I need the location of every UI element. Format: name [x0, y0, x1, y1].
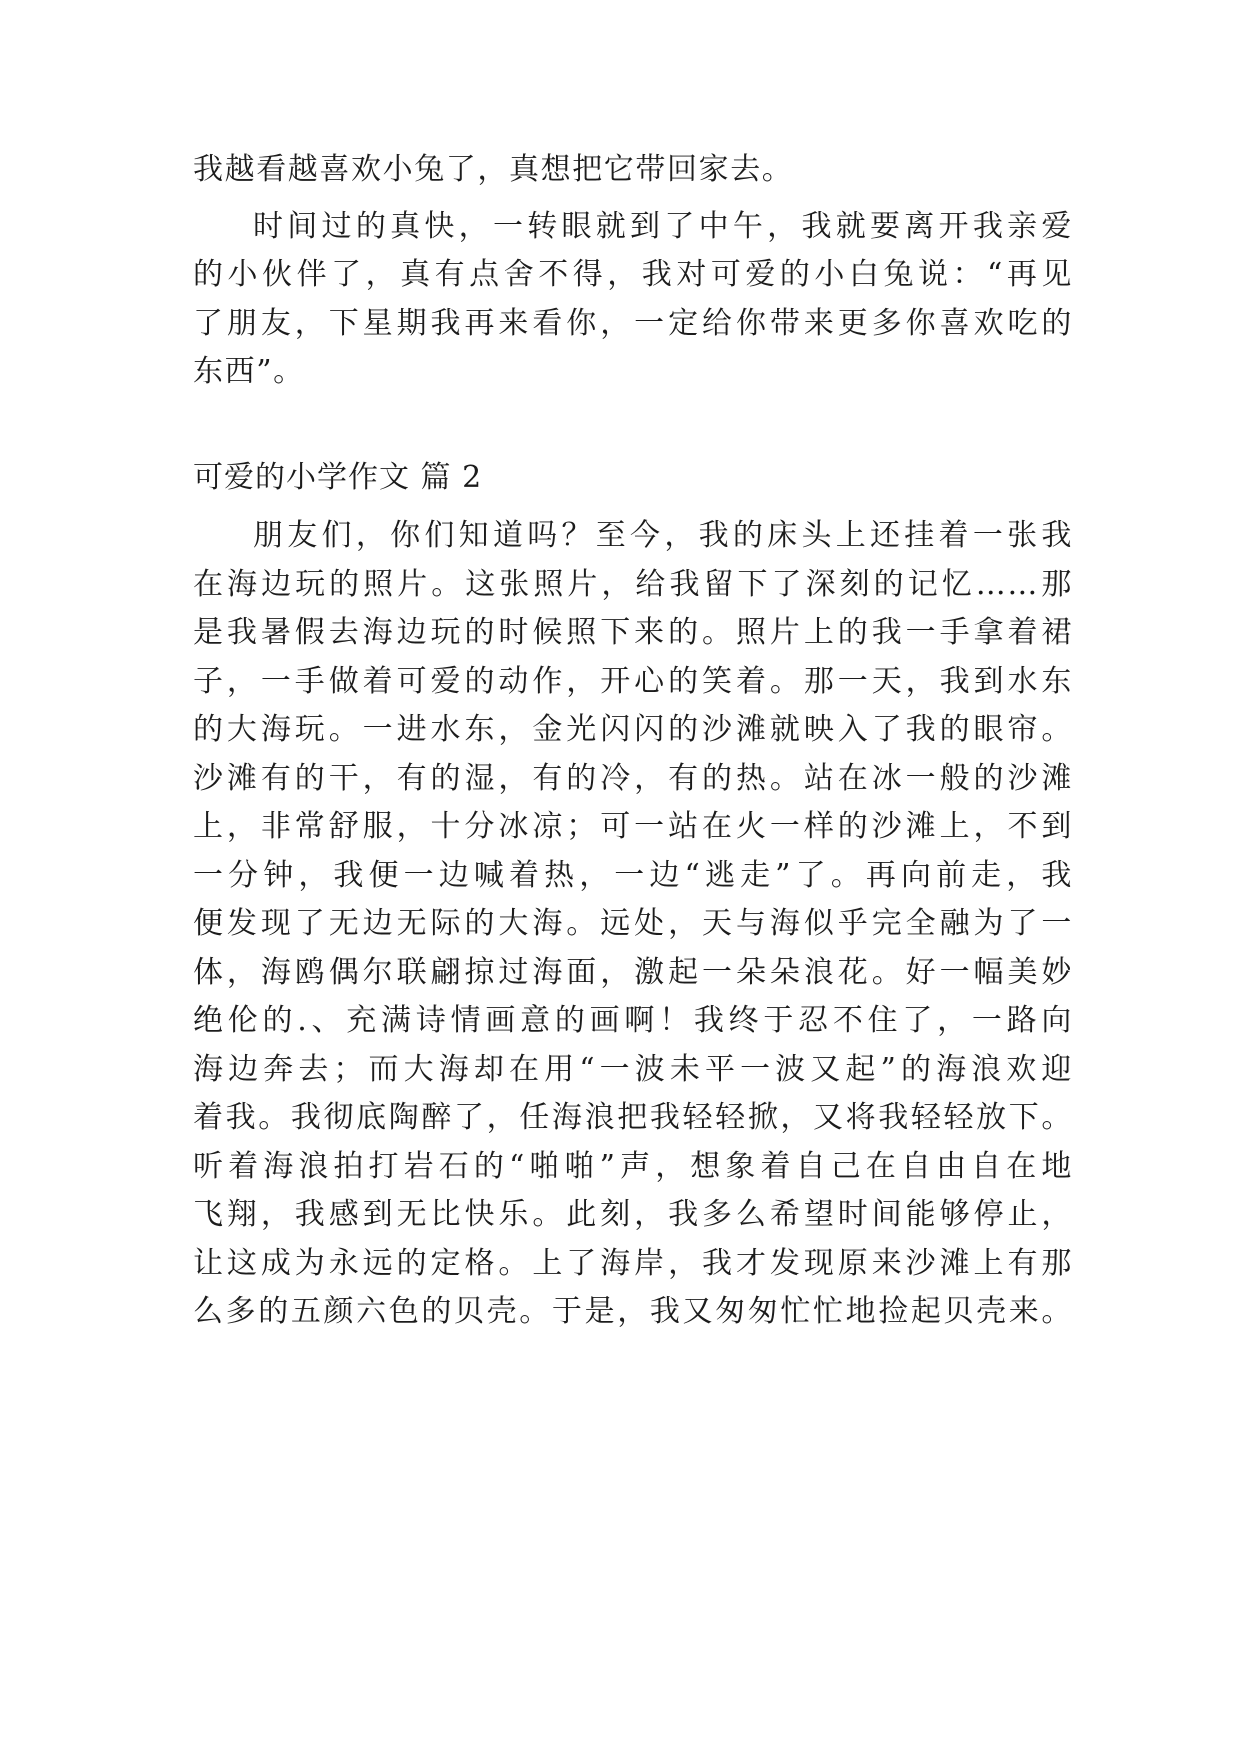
paragraph-line: 飞翔，我感到无比快乐。此刻，我多么希望时间能够停止， [193, 1197, 1073, 1232]
paragraph-line: 让这成为永远的定格。上了海岸，我才发现原来沙滩上有那 [193, 1246, 1073, 1281]
paragraph-line: 朋友们，你们知道吗？至今，我的床头上还挂着一张我 [253, 518, 1073, 553]
paragraph-line: 子，一手做着可爱的动作，开心的笑着。那一天，我到水东 [193, 664, 1073, 699]
paragraph-line: 听着海浪拍打岩石的“啪啪”声，想象着自己在自由自在地 [193, 1149, 1073, 1184]
paragraph-line: 时间过的真快，一转眼就到了中午，我就要离开我亲爱 [253, 209, 1073, 244]
paragraph-line: 体，海鸥偶尔联翩掠过海面，激起一朵朵浪花。好一幅美妙 [193, 955, 1073, 990]
paragraph-line: 在海边玩的照片。这张照片，给我留下了深刻的记忆……那 [193, 567, 1073, 602]
paragraph-line: 么多的五颜六色的贝壳。于是，我又匆匆忙忙地捡起贝壳来。 [193, 1294, 1073, 1329]
paragraph-line: 海边奔去；而大海却在用“一波未平一波又起”的海浪欢迎 [193, 1052, 1073, 1087]
paragraph-line: 沙滩有的干，有的湿，有的冷，有的热。站在冰一般的沙滩 [193, 761, 1073, 796]
section-title: 可爱的小学作文 篇 2 [193, 460, 483, 495]
paragraph-line: 东西”。 [193, 354, 305, 389]
paragraph-line: 是我暑假去海边玩的时候照下来的。照片上的我一手拿着裙 [193, 615, 1073, 650]
paragraph-line: 我越看越喜欢小兔了，真想把它带回家去。 [193, 152, 794, 187]
paragraph-line: 上，非常舒服，十分冰凉；可一站在火一样的沙滩上，不到 [193, 809, 1073, 844]
paragraph-line: 便发现了无边无际的大海。远处，天与海似乎完全融为了一 [193, 906, 1073, 941]
paragraph-line: 的小伙伴了，真有点舍不得，我对可爱的小白兔说：“再见 [193, 257, 1073, 292]
paragraph-line: 着我。我彻底陶醉了，任海浪把我轻轻掀，又将我轻轻放下。 [193, 1100, 1073, 1135]
paragraph-line: 一分钟，我便一边喊着热，一边“逃走”了。再向前走，我 [193, 858, 1073, 893]
paragraph-line: 绝伦的.、充满诗情画意的画啊！我终于忍不住了，一路向 [193, 1003, 1073, 1038]
paragraph-line: 了朋友，下星期我再来看你，一定给你带来更多你喜欢吃的 [193, 306, 1073, 341]
paragraph-line: 的大海玩。一进水东，金光闪闪的沙滩就映入了我的眼帘。 [193, 712, 1073, 747]
